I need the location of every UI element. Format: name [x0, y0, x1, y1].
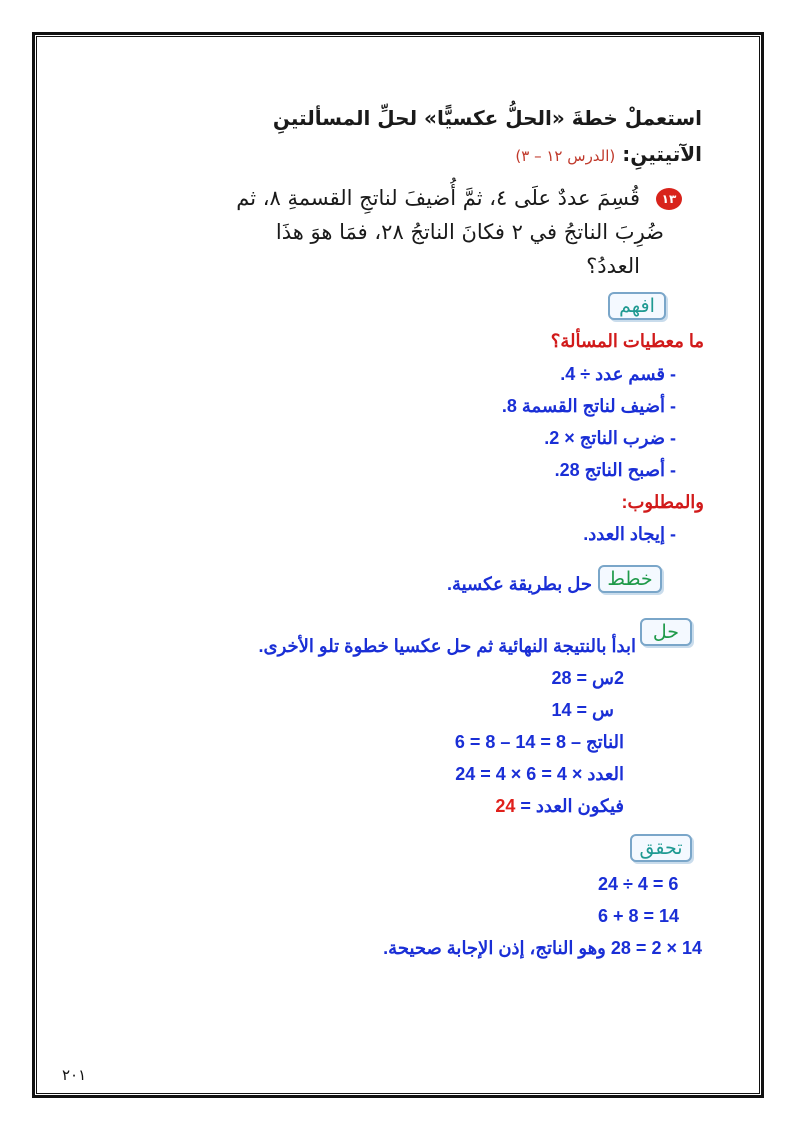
problem-line-1: قُسِمَ عددٌ علَى ٤، ثمَّ أُضيفَ لناتجِ القسمةِ ٨، ثم	[236, 186, 640, 210]
plan-text: حل بطريقة عكسية.	[446, 574, 592, 594]
check-line: 24 ÷ 4 = 6	[598, 874, 679, 894]
required-label: والمطلوب:	[621, 492, 704, 512]
solve-step: س = 14	[551, 700, 614, 720]
page-number: ٢٠١	[62, 1066, 87, 1084]
problem-line-3: العددُ؟	[586, 254, 640, 278]
solve-step: 2س = 28	[551, 668, 624, 688]
final-label: فيكون العدد =	[520, 796, 624, 816]
check-line: 6 + 8 = 14	[598, 906, 680, 926]
given-item: - قسم عدد ÷ 4.	[560, 364, 676, 384]
givens-question: ما معطيات المسألة؟	[550, 331, 704, 351]
problem-line-2: ضُرِبَ الناتجُ في ٢ فكانَ الناتجُ ٢٨، فمَا هوَ هذَا	[275, 220, 664, 244]
problem-number-badge: ١٣	[656, 188, 682, 210]
solve-final	[495, 796, 624, 817]
final-value: 24	[495, 796, 516, 816]
solve-badge: حل	[640, 618, 692, 646]
solve-step: العدد × 4 = 6 × 4 = 24	[455, 764, 624, 784]
plan-badge: خطط	[598, 565, 662, 593]
given-item: - أصبح الناتج 28.	[554, 460, 676, 480]
instruction-line-2	[515, 142, 702, 166]
instruction-line-2-text: الآتيتينِ:	[622, 142, 702, 166]
given-item: - ضرب الناتج × 2.	[544, 428, 676, 448]
required-item: - إيجاد العدد.	[583, 524, 676, 544]
given-item: - أضيف لناتج القسمة 8.	[501, 396, 676, 416]
lesson-reference: (الدرس ١٢ – ٣)	[515, 147, 616, 165]
solve-intro: ابدأ بالنتيجة النهائية ثم حل عكسيا خطوة تلو الأخرى.	[258, 636, 636, 656]
check-badge: تحقق	[630, 834, 692, 862]
instruction-line-1: استعملْ خطةَ «الحلُّ عكسيًّا» لحلِّ المسألتينِ	[272, 106, 702, 130]
solve-step: الناتج – 8 = 14 – 8 = 6	[454, 732, 624, 752]
understand-badge: افهم	[608, 292, 666, 320]
check-line: 14 × 2 = 28 وهو الناتج، إذن الإجابة صحيحة.	[383, 938, 702, 958]
